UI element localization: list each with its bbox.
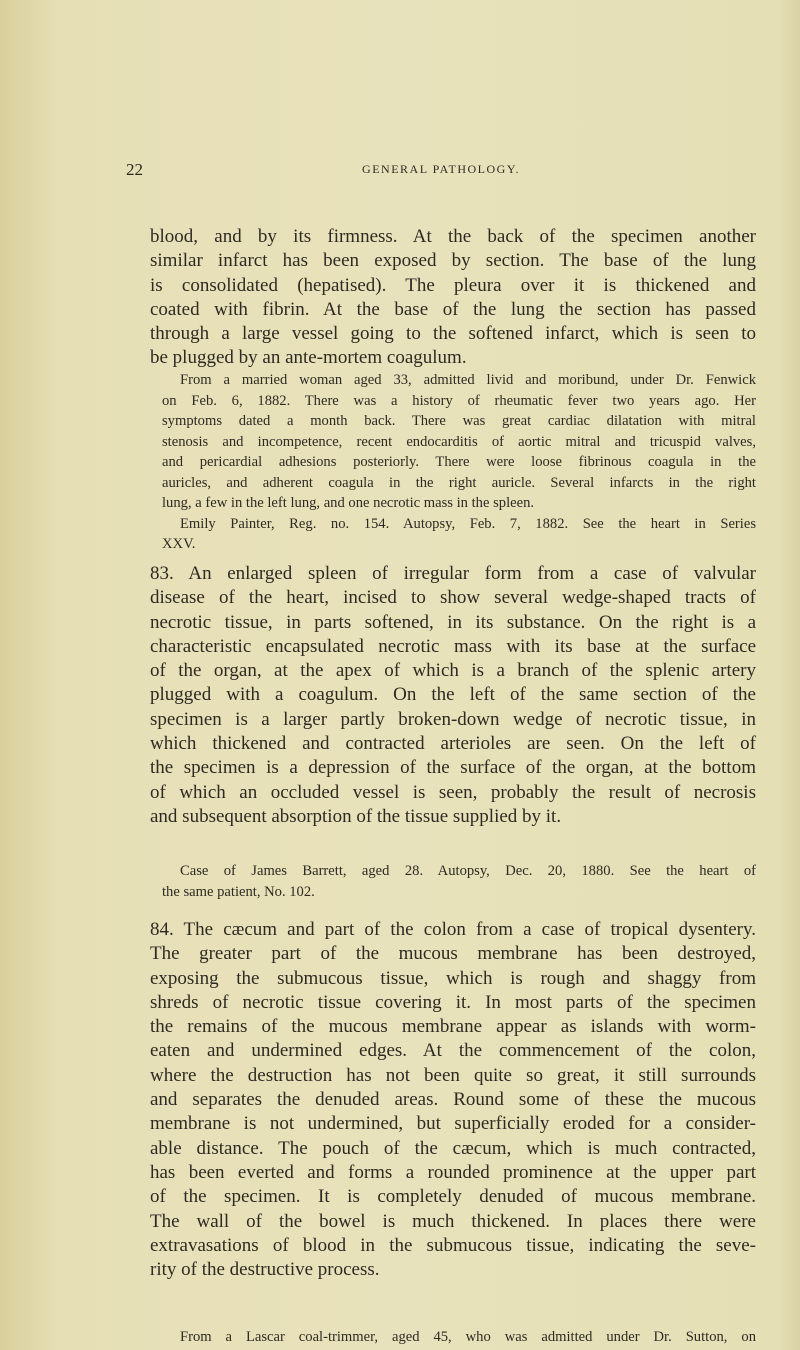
text-line: of which an occluded vessel is seen, probably the result of necrosis <box>150 781 756 803</box>
text-line: where the destruction has not been quite so great, it still surrounds <box>150 1064 756 1086</box>
text-line: through a large vessel going to the softened infarct, which is seen to <box>150 323 756 345</box>
text-line: of the organ, at the apex of which is a branch of the splenic artery <box>150 660 756 682</box>
text-line: and subsequent absorption of the tissue supplied by it. <box>150 805 562 827</box>
text-line: symptoms dated a month back. There was great cardiac dilatation with mitral <box>162 413 756 429</box>
page-number: 22 <box>126 160 143 179</box>
text-line: the same patient, No. 102. <box>162 883 315 900</box>
text-line: be plugged by an ante-mortem coagulum. <box>150 347 467 369</box>
para-continued <box>150 225 756 371</box>
text-line: membrane is not undermined, but superficially eroded for a consider- <box>150 1113 756 1135</box>
case-note-84 <box>162 1327 756 1348</box>
text-line: and pericardial adhesions posteriorly. There were loose fibrinous coagula in the <box>162 454 756 470</box>
text-line: has been everted and forms a rounded prominence at the upper part <box>150 1161 756 1183</box>
text-line: eaten and undermined edges. At the commencement of the colon, <box>150 1040 756 1062</box>
text-line: From a Lascar coal-trimmer, aged 45, who was admitted under Dr. Sutton, on <box>180 1329 756 1345</box>
text-line: and separates the denuded areas. Round some of these the mucous <box>150 1089 756 1111</box>
text-line: the specimen is a depression of the surface of the organ, at the bottom <box>150 757 756 779</box>
text-line: disease of the heart, incised to show several wedge-shaped tracts of <box>150 587 756 609</box>
text-line: the remains of the mucous membrane appear as islands with worm- <box>150 1016 756 1038</box>
text-line: similar infarct has been exposed by section. The base of the lung <box>150 250 756 272</box>
text-line: specimen is a larger partly broken-down wedge of necrotic tissue, in <box>150 708 756 730</box>
text-line: The greater part of the mucous membrane has been destroyed, <box>150 943 756 965</box>
text-line: rity of the destructive process. <box>150 1259 380 1281</box>
text-line: able distance. The pouch of the cæcum, which is much contracted, <box>150 1137 756 1159</box>
case-note-82 <box>162 370 756 555</box>
text-line: lung, a few in the left lung, and one necrotic mass in the spleen. <box>162 495 535 511</box>
running-head <box>126 160 756 182</box>
text-line: which thickened and contracted arterioles are seen. On the left of <box>150 733 756 755</box>
case-note-83 <box>162 861 756 902</box>
specimen-84 <box>150 918 756 1282</box>
text-line: blood, and by its firmness. At the back of the specimen another <box>150 226 756 247</box>
text-line: necrotic tissue, in parts softened, in its substance. On the right is a <box>150 611 756 633</box>
text-line: characteristic encapsulated necrotic mass with its base at the surface <box>150 635 756 657</box>
text-line: From a married woman aged 33, admitted livid and moribund, under Dr. Fenwick <box>180 372 756 388</box>
text-line: stenosis and incompetence, recent endocarditis of aortic mitral and tricuspid valves, <box>162 433 756 450</box>
text-line: shreds of necrotic tissue covering it. In most parts of the specimen <box>150 991 756 1013</box>
text-line: Case of James Barrett, aged 28. Autopsy, Dec. 20, 1880. See the heart of <box>180 863 756 879</box>
text-line: 84. The cæcum and part of the colon from a case of tropical dysentery. <box>150 919 756 940</box>
specimen-83 <box>150 562 756 829</box>
text-line: on Feb. 6, 1882. There was a history of rheumatic fever two years ago. Her <box>162 392 756 409</box>
text-line: Emily Painter, Reg. no. 154. Autopsy, Feb. 7, 1882. See the heart in Series <box>180 515 756 532</box>
text-line: auricles, and adherent coagula in the right auricle. Several infarcts in the right <box>162 474 756 491</box>
text-line: extravasations of blood in the submucous tissue, indicating the seve- <box>150 1234 756 1256</box>
text-line: 83. An enlarged spleen of irregular form from a case of valvular <box>150 563 756 584</box>
running-title: GENERAL PATHOLOGY. <box>362 162 520 176</box>
text-line: The wall of the bowel is much thickened. In places there were <box>150 1210 756 1232</box>
text-line: exposing the submucous tissue, which is rough and shaggy from <box>150 967 756 989</box>
text-line: coated with fibrin. At the base of the lung the section has passed <box>150 298 756 320</box>
text-line: of the specimen. It is completely denuded of mucous membrane. <box>150 1186 756 1208</box>
text-line: is consolidated (hepatised). The pleura over it is thickened and <box>150 274 756 296</box>
text-line: plugged with a coagulum. On the left of the same section of the <box>150 684 756 706</box>
text-line: XXV. <box>162 536 196 552</box>
